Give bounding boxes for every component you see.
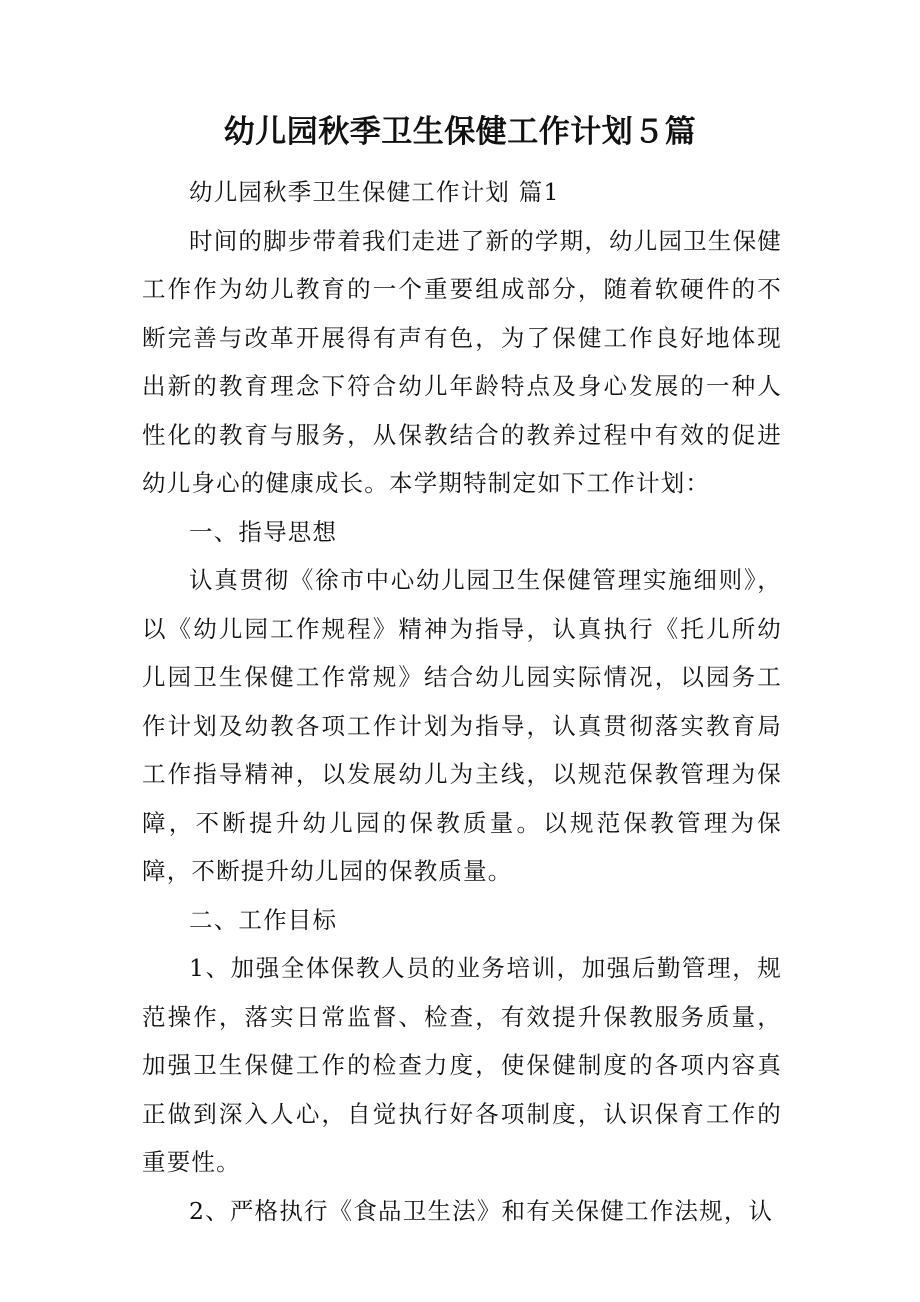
section-heading-guiding-ideology: 一、指导思想 — [189, 517, 338, 546]
guiding-ideology-paragraph: 认真贯彻《徐市中心幼儿园卫生保健管理实施细则》，以《幼儿园工作规程》精神为指导，认真执行《托儿所幼儿园卫生保健工作常规》结合幼儿园实际情况，以园务工作计划及幼教各项工作计划为指导，认真贯彻落实教育局工作指导精神，以发展幼儿为主线，以规范保教管理为保障，不断提升幼儿园的保教质量。以规范保教管理为保障，不断提升幼儿园的保教质量。 — [142, 566, 782, 885]
section-subtitle: 幼儿园秋季卫生保健工作计划 篇1 — [189, 178, 560, 206]
intro-paragraph: 时间的脚步带着我们走进了新的学期，幼儿园卫生保健工作作为幼儿教育的一个重要组成部分，随着软硬件的不断完善与改革开展得有声有色，为了保健工作良好地体现出新的教育理念下符合幼儿年龄特点及身心发展的一种人性化的教育与服务，从保教结合的教养过程中有效的促进幼儿身心的健康成长。本学期特制定如下工作计划： — [142, 226, 782, 497]
document-title: 幼儿园秋季卫生保健工作计划５篇 — [223, 114, 697, 150]
goal-item-1: 1、加强全体保教人员的业务培训，加强后勤管理，规范操作，落实日常监督、检查，有效提升保教服务质量，加强卫生保健工作的检查力度，使保健制度的各项内容真正做到深入人心，自觉执行好各项制度，认识保育工作的重要性。 — [142, 954, 782, 1176]
section-heading-work-goals: 二、工作目标 — [189, 905, 338, 934]
goal-item-2: 2、严格执行《食品卫生法》和有关保健工作法规，认 — [189, 1196, 774, 1225]
document-body — [142, 168, 782, 1235]
